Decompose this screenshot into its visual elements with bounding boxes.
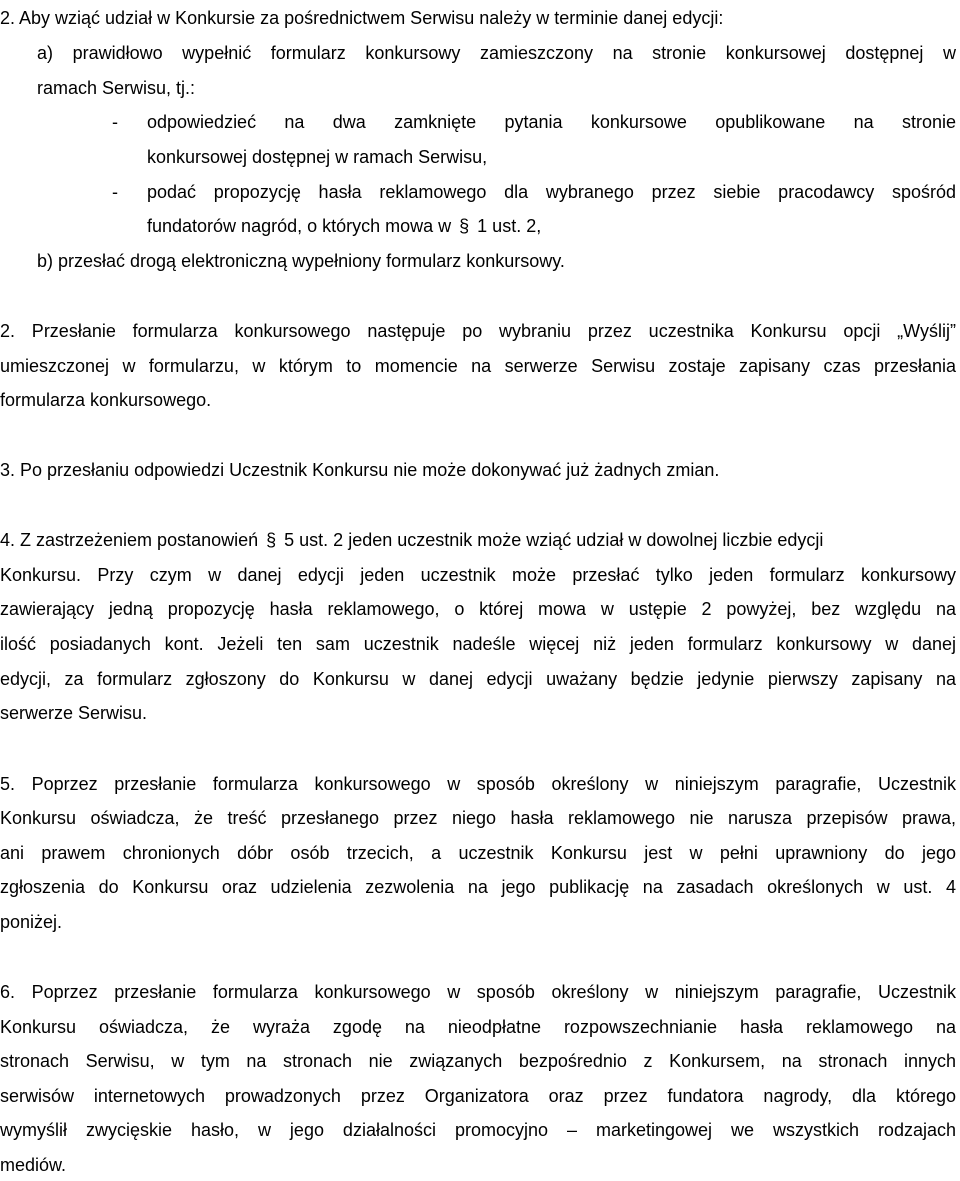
para6-line2: Konkursu oświadcza, że wyraża zgodę na nieodpłatne rozpowszechnianie hasła reklamowego na [0, 1017, 956, 1037]
para4-line2: Konkursu. Przy czym w danej edycji jeden uczestnik może przesłać tylko jeden formularz konkursowy [0, 565, 956, 585]
dash-bullet-1: - [112, 112, 118, 132]
para5-line4: zgłoszenia do Konkursu oraz udzielenia zezwolenia na jego publikację na zasadach określonych w ust. 4 [0, 877, 956, 897]
dash2-line2 [147, 214, 541, 238]
dash2-line1: podać propozycję hasła reklamowego dla wybranego przez siebie pracodawcy spośród [147, 182, 956, 202]
para5-line3: ani prawem chronionych dóbr osób trzecich, a uczestnik Konkursu jest w pełni uprawniony do jego [0, 843, 956, 863]
para6-line3: stronach Serwisu, w tym na stronach nie związanych bezpośrednio z Konkursem, na stronach innych [0, 1051, 956, 1071]
section-sign: § [459, 216, 470, 236]
para5-line2: Konkursu oświadcza, że treść przesłanego przez niego hasła reklamowego nie narusza przepisów prawa, [0, 808, 956, 828]
para5-line1: 5. Poprzez przesłanie formularza konkursowego w sposób określony w niniejszym paragrafie, Uczestnik [0, 774, 956, 794]
para4-line1-end: 5 ust. 2 jeden uczestnik może wziąć udział w dowolnej liczbie edycji [284, 530, 824, 550]
item-a-line2: ramach Serwisu, tj.: [37, 78, 196, 98]
para6-line5: wymyślił zwycięskie hasło, w jego działalności promocyjno – marketingowej we wszystkich rodzajach [0, 1120, 956, 1140]
para2-line2: umieszczonej w formularzu, w którym to momencie na serwerze Serwisu zostaje zapisany czas przesłania [0, 356, 956, 376]
para5-line5: poniżej. [0, 912, 63, 932]
para4-line3: zawierający jedną propozycję hasła reklamowego, o której mowa w ustępie 2 powyżej, bez względu na [0, 599, 956, 619]
para2-line3: formularza konkursowego. [0, 390, 212, 410]
para2-line1: 2. Przesłanie formularza konkursowego następuje po wybraniu przez uczestnika Konkursu opcji „Wyślij” [0, 321, 956, 341]
para4-line1 [0, 528, 823, 552]
para4-line6: serwerze Serwisu. [0, 703, 148, 723]
para4-line4: ilość posiadanych kont. Jeżeli ten sam uczestnik nadeśle więcej niż jeden formularz konkursowy w danej [0, 634, 956, 654]
para6-line4: serwisów internetowych prowadzonych przez Organizatora oraz przez fundatora nagrody, dla którego [0, 1086, 956, 1106]
dash-bullet-2: - [112, 182, 118, 202]
dash2-line2-ref: 1 ust. 2, [477, 216, 542, 236]
para6-line6: mediów. [0, 1155, 67, 1175]
dash1-line2: konkursowej dostępnej w ramach Serwisu, [147, 147, 488, 167]
section-2-intro: 2. Aby wziąć udział w Konkursie za pośrednictwem Serwisu należy w terminie danej edycji: [0, 8, 724, 28]
item-b-line: b) przesłać drogą elektroniczną wypełniony formularz konkursowy. [37, 251, 565, 271]
para3-line1: 3. Po przesłaniu odpowiedzi Uczestnik Konkursu nie może dokonywać już żadnych zmian. [0, 460, 720, 480]
para4-line5: edycji, za formularz zgłoszony do Konkursu w danej edycji uważany będzie jedynie pierwszy zapisany na [0, 669, 956, 689]
para4-line1-start: 4. Z zastrzeżeniem postanowień [0, 530, 259, 550]
section-sign: § [266, 530, 277, 550]
para6-line1: 6. Poprzez przesłanie formularza konkursowego w sposób określony w niniejszym paragrafie, Uczestnik [0, 982, 956, 1002]
dash1-line1: odpowiedzieć na dwa zamknięte pytania konkursowe opublikowane na stronie [147, 112, 956, 132]
dash2-line2-text: fundatorów nagród, o których mowa w [147, 216, 452, 236]
item-a-line1: a) prawidłowo wypełnić formularz konkursowy zamieszczony na stronie konkursowej dostępnej w [37, 43, 956, 63]
